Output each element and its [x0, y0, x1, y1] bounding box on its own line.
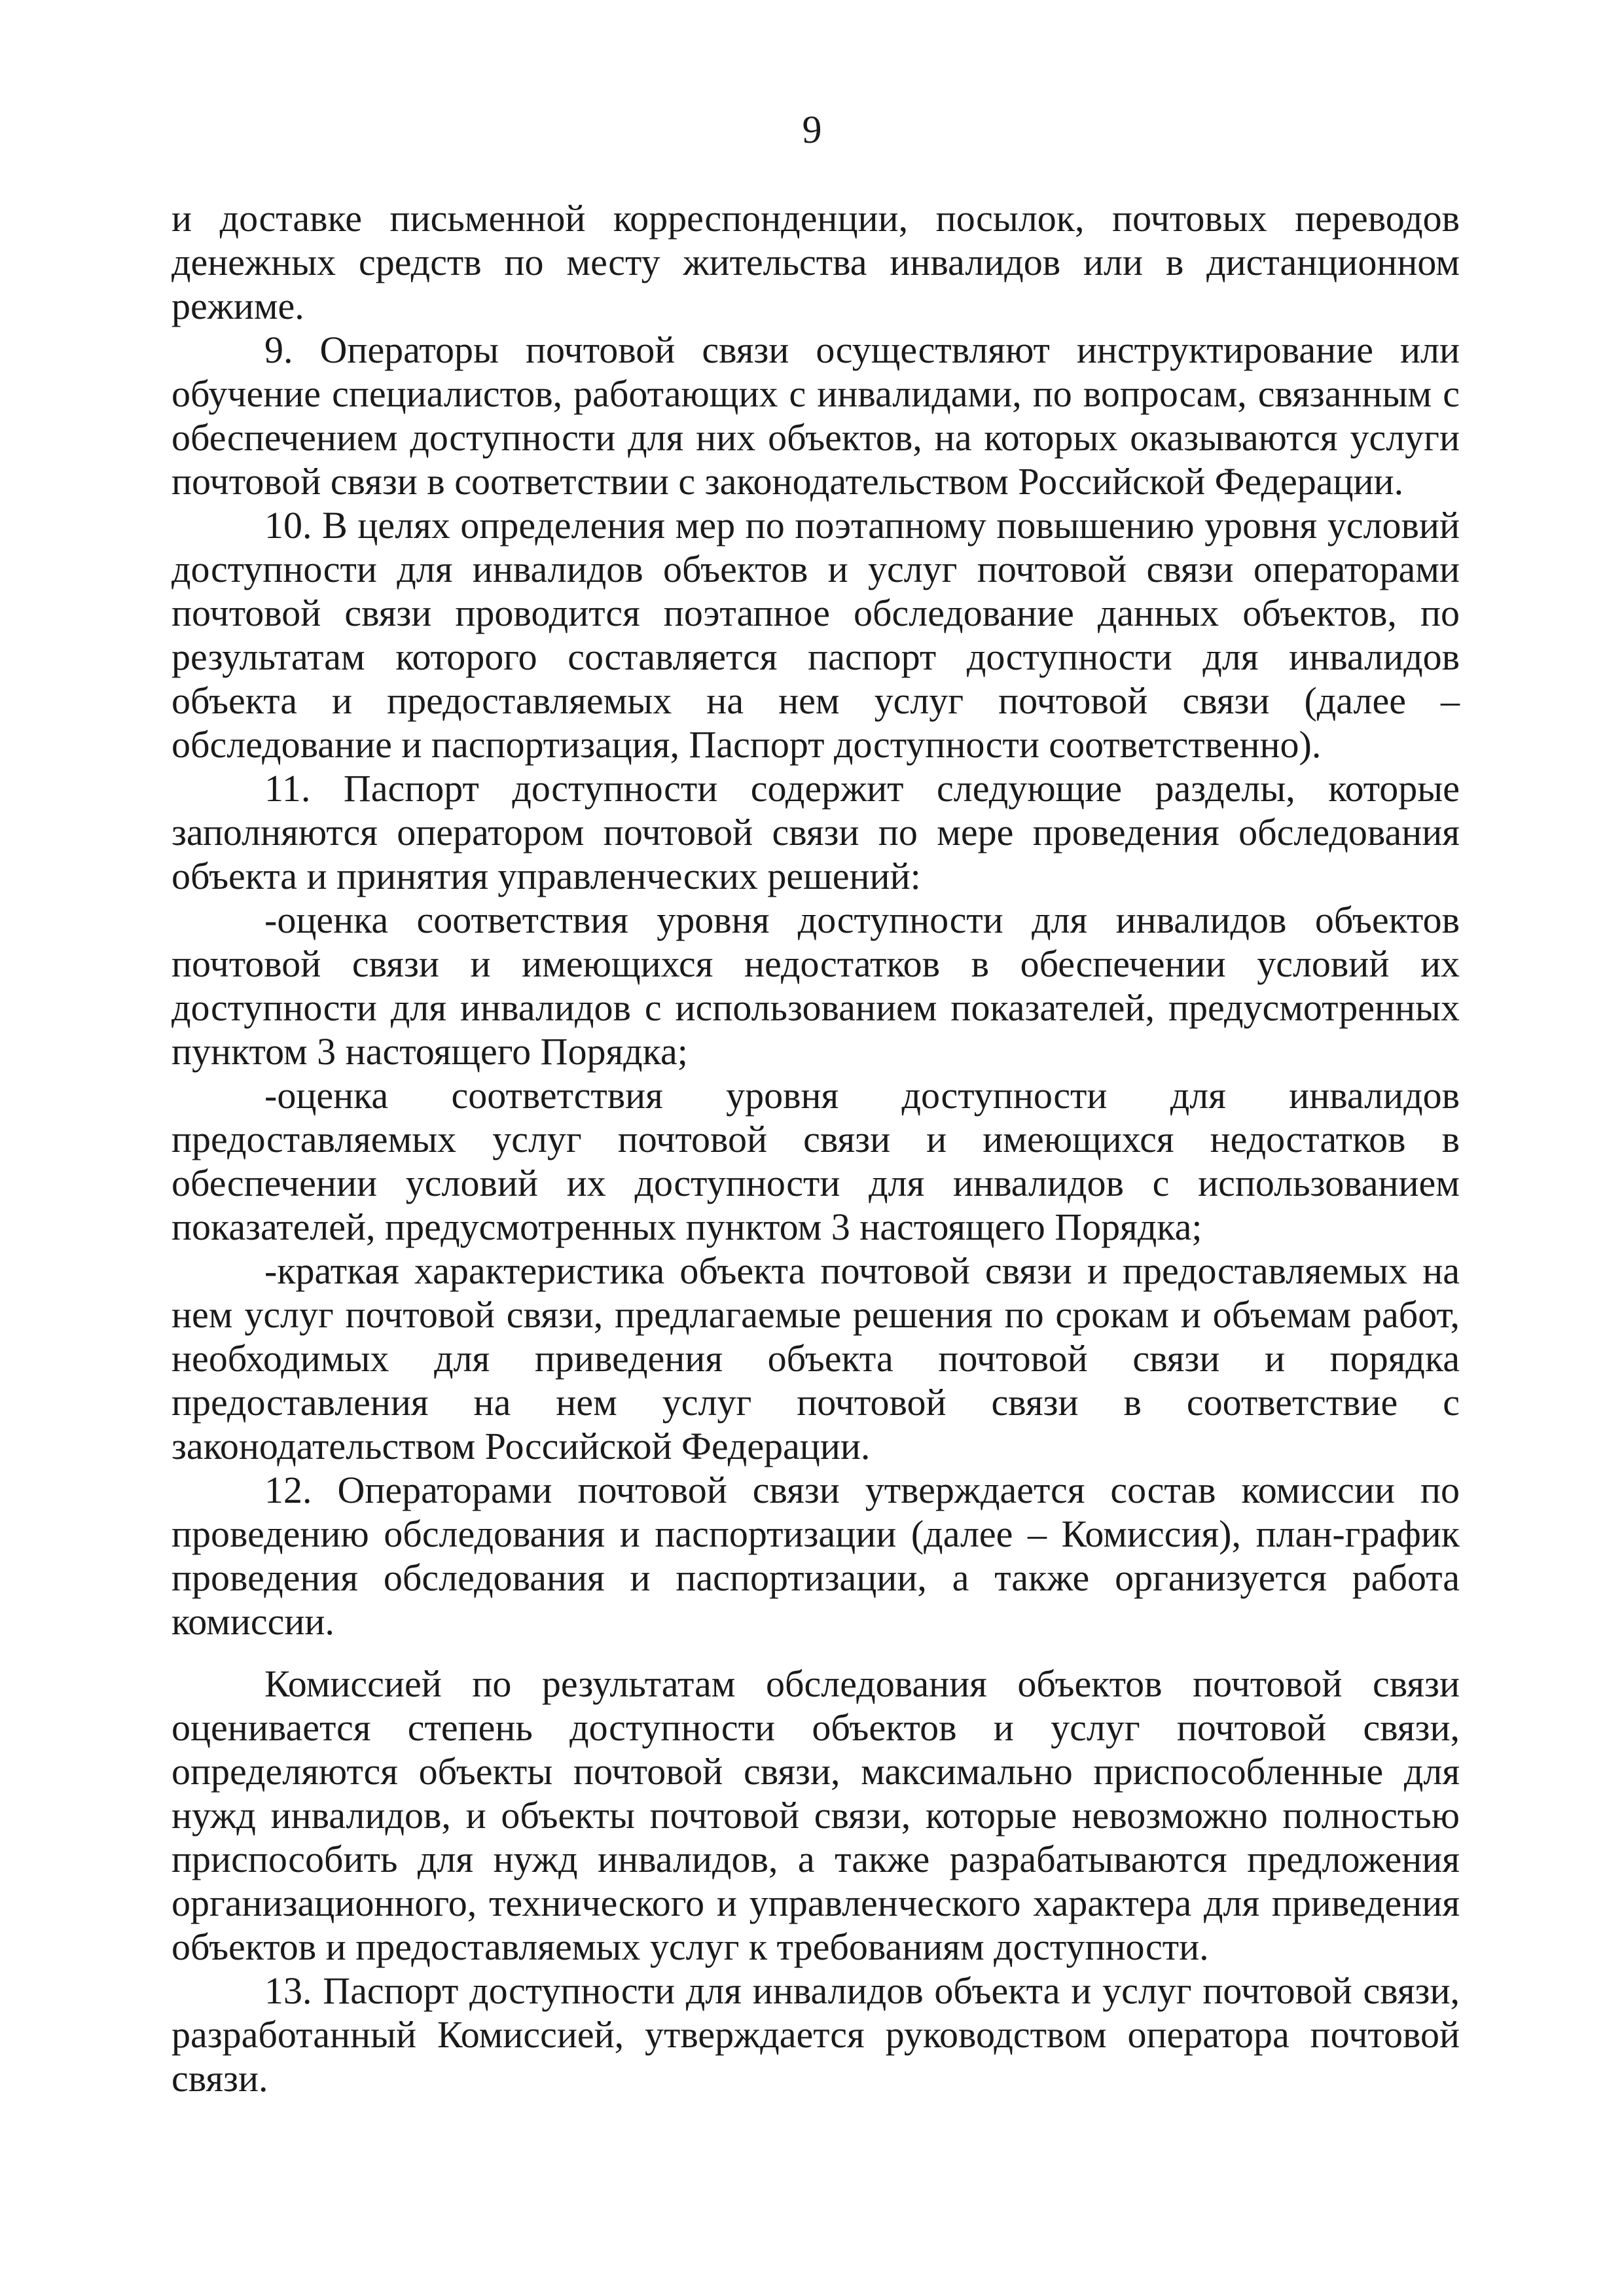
paragraph-item-9: 9. Операторы почтовой связи осуществляют инструктирование или обучение специалистов, работающих с инвалидами, по вопросам, связанным с обеспечением доступности для них объектов, на которых оказываются услуги почтовой связи в соответствии с законодательством Российской Федерации.	[171, 329, 1460, 503]
list-item-object-assessment: -оценка соответствия уровня доступности для инвалидов объектов почтовой связи и имеющихся недостатков в обеспечении условий их доступности для инвалидов с использованием показателей, предусмотренных пунктом 3 настоящего Порядка;	[171, 899, 1460, 1073]
paragraph-item-10: 10. В целях определения мер по поэтапному повышению уровня условий доступности для инвалидов объектов и услуг почтовой связи операторами почтовой связи проводится поэтапное обследование данных объектов, по результатам которого составляется паспорт доступности для инвалидов объекта и предоставляемых на нем услуг почтовой связи (далее – обследование и паспортизация, Паспорт доступности соответственно).	[171, 504, 1460, 766]
paragraph-item-11: 11. Паспорт доступности содержит следующие разделы, которые заполняются оператором почтовой связи по мере проведения обследования объекта и принятия управленческих решений:	[171, 767, 1460, 897]
page-number: 9	[802, 108, 822, 151]
paragraph-item-12: 12. Операторами почтовой связи утверждается состав комиссии по проведению обследования и паспортизации (далее – Комиссия), план-график проведения обследования и паспортизации, а также организуется работа комиссии.	[171, 1469, 1460, 1643]
paragraph-item-13: 13. Паспорт доступности для инвалидов объекта и услуг почтовой связи, разработанный Комиссией, утверждается руководством оператора почтовой связи.	[171, 1969, 1460, 2100]
paragraph-continuation: и доставке письменной корреспонденции, посылок, почтовых переводов денежных средств по месту жительства инвалидов или в дистанционном режиме.	[171, 197, 1460, 327]
document-body	[171, 196, 1460, 2100]
paragraph-commission-results: Комиссией по результатам обследования объектов почтовой связи оценивается степень доступности объектов и услуг почтовой связи, определяются объекты почтовой связи, максимально приспособленные для нужд инвалидов, и объекты почтовой связи, которые невозможно полностью приспособить для нужд инвалидов, а также разрабатываются предложения организационного, технического и управленческого характера для приведения объектов и предоставляемых услуг к требованиям доступности.	[171, 1662, 1460, 1968]
list-item-service-assessment: -оценка соответствия уровня доступности для инвалидов предоставляемых услуг почтовой связи и имеющихся недостатков в обеспечении условий их доступности для инвалидов с использованием показателей, предусмотренных пунктом 3 настоящего Порядка;	[171, 1074, 1460, 1248]
list-item-brief-characteristics: -краткая характеристика объекта почтовой связи и предоставляемых на нем услуг почтовой связи, предлагаемые решения по срокам и объемам работ, необходимых для приведения объекта почтовой связи и порядка предоставления на нем услуг почтовой связи в соответствие с законодательством Российской Федерации.	[171, 1249, 1460, 1467]
